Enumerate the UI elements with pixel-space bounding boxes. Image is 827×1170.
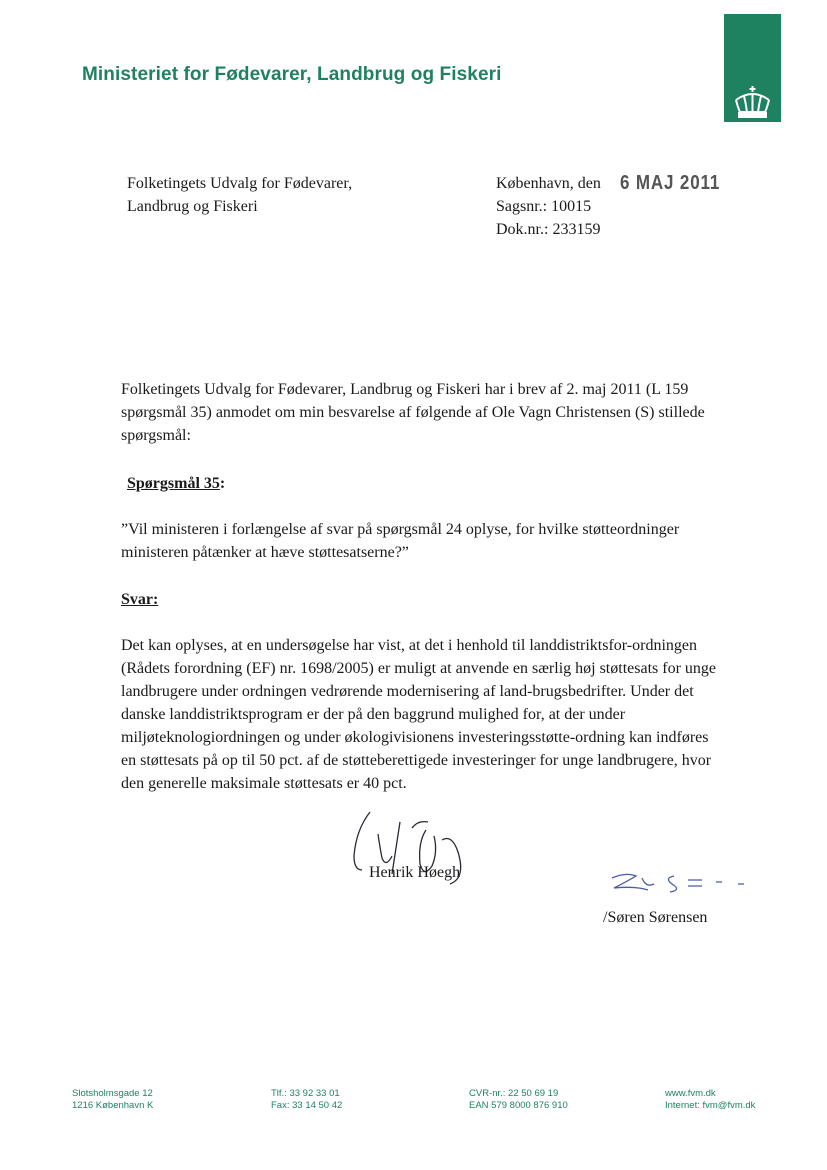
footer-fax-line: Fax: 33 14 50 42 bbox=[271, 1100, 343, 1111]
document-number: Dok.nr.: 233159 bbox=[496, 221, 601, 238]
footer-cvr-line: CVR-nr.: 22 50 69 19 bbox=[469, 1088, 559, 1099]
question-colon: : bbox=[219, 475, 226, 492]
footer-address bbox=[72, 1088, 153, 1112]
footer-email-link[interactable]: Internet: fvm@fvm.dk bbox=[665, 1100, 756, 1111]
intro-paragraph: Folketingets Udvalg for Fødevarer, Landbrug og Fiskeri har i brev af 2. maj 2011 (L 159 spørgsmål 35) anmodet om min besvarelse af følgende af Ole Vagn Christensen (S) stillede spørgsmål: bbox=[121, 381, 705, 444]
ministry-logo bbox=[724, 14, 781, 122]
question-heading-line bbox=[127, 472, 727, 495]
letter-meta bbox=[496, 172, 601, 241]
question-text: ”Vil ministeren i forlængelse af svar på spørgsmål 24 oplyse, for hvilke støtteordninger ministeren påtænker at hæve støttesatserne?” bbox=[121, 521, 680, 561]
recipient-line: Folketingets Udvalg for Fødevarer, bbox=[127, 175, 353, 192]
crown-icon bbox=[730, 84, 775, 120]
question-heading: Spørgsmål 35 bbox=[127, 475, 220, 492]
footer-registration bbox=[469, 1088, 568, 1112]
footer-website-link[interactable]: www.fvm.dk bbox=[665, 1088, 716, 1099]
footer-web bbox=[665, 1088, 755, 1112]
date-stamp: 6 MAJ 2011 bbox=[620, 172, 721, 194]
signatory-name-right: /Søren Sørensen bbox=[603, 909, 708, 926]
signatory-name-left: Henrik Høegh bbox=[369, 864, 461, 881]
recipient-address bbox=[127, 172, 352, 218]
answer-text: Det kan oplyses, at en undersøgelse har vist, at det i henhold til landdistriktsfor-ordningen (Rådets forordning (EF) nr. 1698/2005) er muligt at anvende en særlig høj støttesats for unge landbrugere under ordningen vedrørende modernisering af land-brugsbedrifter. Under det danske landdistriktsprogram er der på den baggrund mulighed for, at der under miljøteknologiordningen og under økologivisionens investeringsstøtte-ordning kan indføres en støttesats på op til 50 pct. af de støtteberettigede investeringer for unge landbrugere, hvor den generelle maksimale støttesats er 40 pct. bbox=[121, 637, 716, 792]
footer-address-line: 1216 København K bbox=[72, 1100, 154, 1111]
footer-ean-line: EAN 579 8000 876 910 bbox=[469, 1100, 568, 1111]
recipient-line: Landbrug og Fiskeri bbox=[127, 198, 258, 215]
footer-phone bbox=[271, 1088, 342, 1112]
footer-phone-line: Tlf.: 33 92 33 01 bbox=[271, 1088, 340, 1099]
footer-address-line: Slotsholmsgade 12 bbox=[72, 1088, 153, 1099]
date-label: København, den bbox=[496, 175, 601, 192]
answer-heading: Svar: bbox=[121, 591, 159, 608]
handwritten-signature-right bbox=[606, 868, 756, 898]
ministry-name: Ministeriet for Fødevarer, Landbrug og Fiskeri bbox=[82, 64, 502, 85]
answer-heading-line bbox=[121, 588, 721, 611]
case-number: Sagsnr.: 10015 bbox=[496, 198, 592, 215]
